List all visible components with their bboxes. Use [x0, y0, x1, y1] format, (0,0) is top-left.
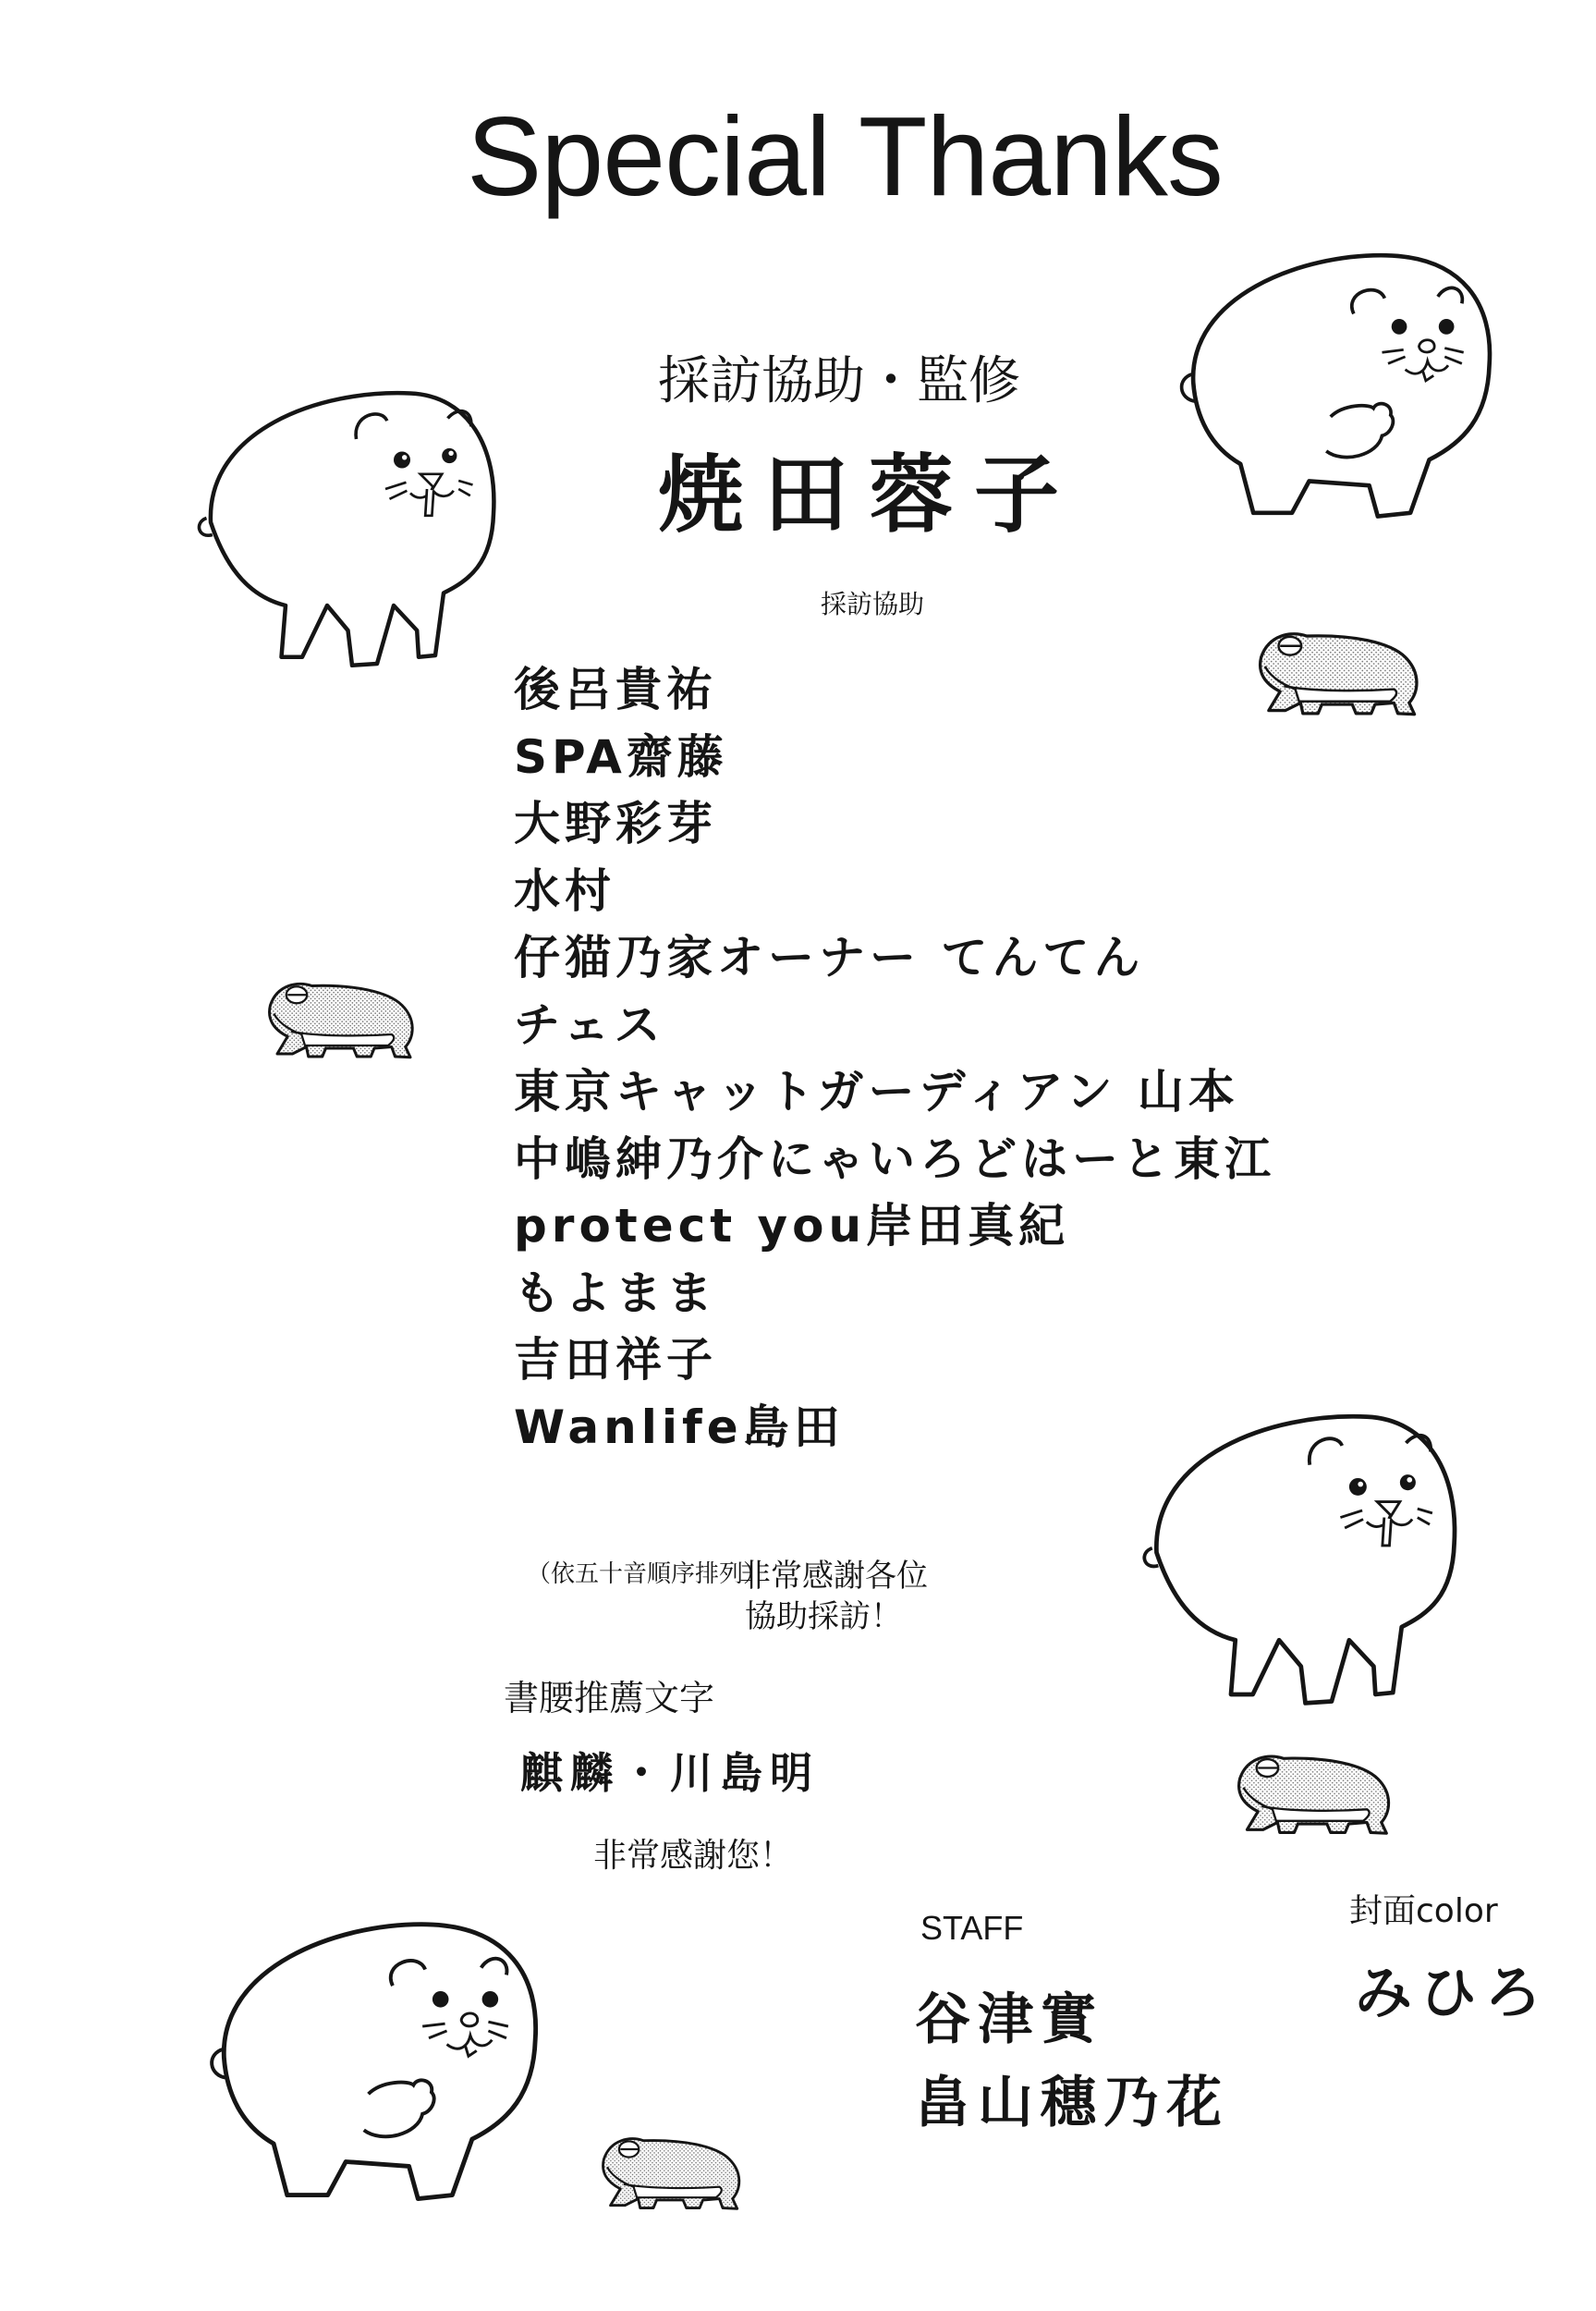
- cover-color-name: みひろ: [1355, 1959, 1550, 2026]
- staff-label: STAFF: [920, 1909, 1024, 1947]
- supervision-heading: 採訪協助・監修: [658, 351, 1020, 411]
- list-item: 中嶋紳乃介にゃいろどはーと東江: [514, 1131, 1275, 1186]
- frog-illustration-right-lower: [1218, 1742, 1421, 1844]
- list-item: 吉田祥子: [514, 1333, 717, 1387]
- list-item: protect you岸田真紀: [514, 1199, 1070, 1253]
- list-item: Wanlife島田: [514, 1400, 845, 1454]
- list-item: 畠山穗乃花: [915, 2071, 1229, 2135]
- cover-color-label: 封面color: [1349, 1892, 1498, 1930]
- list-item: チェス: [514, 997, 665, 1052]
- frog-illustration-bottom-center: [584, 2126, 769, 2219]
- list-item: もよまま: [514, 1266, 717, 1320]
- list-item: 後呂貴祐: [514, 663, 717, 716]
- frog-illustration-right-upper: [1238, 619, 1451, 726]
- creature-illustration-top-right: [1172, 245, 1532, 537]
- thanks-line-1: 非常感謝各位: [739, 1558, 928, 1595]
- order-note: （依五十音順序排列）: [527, 1560, 768, 1588]
- obi-label: 書腰推薦文字: [504, 1678, 715, 1718]
- interview-cooperation-list: [514, 656, 1275, 1461]
- interview-cooperation-label: 採訪協助: [821, 589, 925, 619]
- frog-illustration-left-middle: [250, 971, 444, 1068]
- thanks-line-2: 協助採訪！: [745, 1598, 902, 1635]
- creature-illustration-right-middle: [1139, 1377, 1490, 1710]
- creature-illustration-bottom-left: [201, 1914, 580, 2220]
- supervisor-name: 焼田蓉子: [658, 446, 1080, 544]
- list-item: SPA齋藤: [514, 729, 728, 784]
- obi-thanks: 非常感謝您！: [593, 1837, 794, 1875]
- creature-illustration-top-left: [194, 356, 527, 672]
- list-item: 谷津實: [915, 1987, 1103, 2052]
- list-item: 大野彩芽: [514, 797, 717, 850]
- obi-name: 麒麟・川島明: [520, 1748, 820, 1798]
- page-title: Special Thanks: [467, 93, 1223, 219]
- list-item: 水村: [514, 863, 615, 918]
- staff-list: [915, 1978, 1229, 2145]
- list-item: 仔猫乃家オーナー てんてん: [514, 931, 1145, 984]
- list-item: 東京キャットガーディアン 山本: [514, 1065, 1239, 1119]
